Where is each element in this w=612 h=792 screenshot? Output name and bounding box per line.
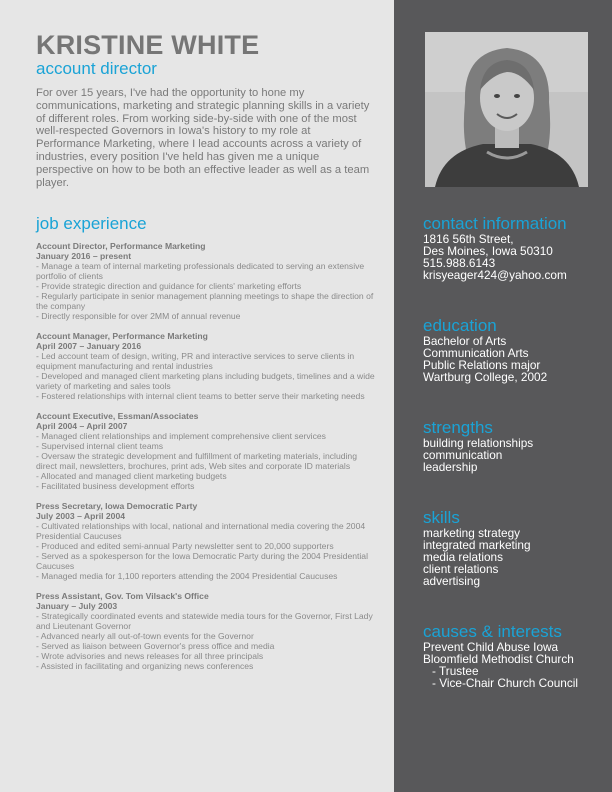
skill-item: client relations: [423, 562, 499, 576]
skills-heading: skills: [423, 508, 460, 527]
job-entry: [36, 591, 376, 671]
strength-item: building relationships: [423, 436, 534, 450]
job-bullet: - Managed media for 1,100 reporters attending the 2004 Presidential Caucuses: [36, 571, 338, 581]
job-dates: April 2004 – April 2007: [36, 421, 128, 431]
job-title: Account Manager, Performance Marketing: [36, 331, 208, 341]
job-bullet: - Oversaw the strategic development and fulfillment of marketing materials, including direct mail, newsletters, brochures, print ads, Web sites and corporate ID materials: [36, 451, 357, 471]
phone-line: 515.988.6143: [423, 256, 496, 270]
job-bullet: - Regularly participate in senior management planning meetings to shape the direction of the company: [36, 291, 374, 311]
job-bullet: - Directly responsible for over 2MM of annual revenue: [36, 311, 241, 321]
education-line: Communication Arts: [423, 346, 529, 360]
job-dates: January 2016 – present: [36, 251, 132, 261]
job-bullet: - Manage a team of internal marketing professionals dedicated to serving an extensive portfolio of clients: [36, 261, 365, 281]
job-bullet: - Supervised internal client teams: [36, 441, 164, 451]
causes-section: [423, 622, 608, 689]
email-line: krisyeager424@yahoo.com: [423, 268, 567, 282]
job-dates: July 2003 – April 2004: [36, 511, 126, 521]
education-heading: education: [423, 316, 497, 335]
city-line: Des Moines, Iowa 50310: [423, 244, 553, 258]
cause-sub-item: - Trustee: [432, 664, 479, 678]
job-bullet: - Produced and edited semi-annual Party newsletter sent to 20,000 supporters: [36, 541, 334, 551]
job-title: Press Secretary, Iowa Democratic Party: [36, 501, 198, 511]
strength-item: leadership: [423, 460, 478, 474]
job-title: Account Director, Performance Marketing: [36, 241, 206, 251]
summary: [36, 87, 376, 189]
job-bullet: - Advanced nearly all out-of-town events for the Governor: [36, 631, 254, 641]
contact-section: [423, 214, 608, 281]
education-line: Bachelor of Arts: [423, 334, 507, 348]
strength-item: communication: [423, 448, 503, 462]
summary-text: For over 15 years, I've had the opportunity to hone my communications, marketing and strategic planning skills in a variety of different roles. From working side-by-side with one of the most well-respected Governors in Iowa's history to my role at Performance Marketing, where I lead accounts across a variety of industries, every position I've held has given me a unique perspective on how to be both an effective leader as well as a team player.: [36, 87, 370, 189]
job-bullet: - Provide strategic direction and guidance for clients' marketing efforts: [36, 281, 302, 291]
strengths-heading: strengths: [423, 418, 493, 437]
job-entry: [36, 241, 376, 321]
strengths-section: [423, 418, 608, 473]
skill-item: media relations: [423, 550, 503, 564]
education-line: Wartburg College, 2002: [423, 370, 548, 384]
job-bullet: - Assisted in facilitating and organizing news conferences: [36, 661, 254, 671]
skill-item: advertising: [423, 574, 481, 588]
job-bullet: - Facilitated business development efforts: [36, 481, 195, 491]
cause-item: Bloomfield Methodist Church: [423, 652, 574, 666]
education-section: [423, 316, 608, 383]
job-bullet: - Strategically coordinated events and statewide media tours for the Governor, First Lady and Lieutenant Governor: [36, 611, 373, 631]
job-bullet: - Served as liaison between Governor's press office and media: [36, 641, 275, 651]
education-line: Public Relations major: [423, 358, 541, 372]
job-experience-heading: job experience: [36, 214, 147, 233]
skill-item: marketing strategy: [423, 526, 521, 540]
job-bullet: - Managed client relationships and implement comprehensive client services: [36, 431, 326, 441]
portrait-image: [425, 32, 588, 187]
candidate-name: KRISTINE WHITE: [36, 30, 260, 60]
job-entry: [36, 411, 376, 491]
cause-item: Prevent Child Abuse Iowa: [423, 640, 559, 654]
job-list: [36, 241, 376, 681]
job-title: Account Executive, Essman/Associates: [36, 411, 199, 421]
job-dates: January – July 2003: [36, 601, 118, 611]
job-entry: [36, 501, 376, 581]
causes-heading: causes & interests: [423, 622, 562, 641]
job-bullet: - Wrote advisories and news releases for all three principals: [36, 651, 264, 661]
job-bullet: - Developed and managed client marketing plans including budgets, timelines and a wide variety of marketing and sales tools: [36, 371, 375, 391]
candidate-title: account director: [36, 59, 157, 78]
skill-item: integrated marketing: [423, 538, 531, 552]
job-bullet: - Led account team of design, writing, PR and interactive services to serve clients in equipment manufacturing and rental industries: [36, 351, 355, 371]
job-bullet: - Allocated and managed client marketing budgets: [36, 471, 227, 481]
job-bullet: - Fostered relationships with internal client teams to better serve their marketing needs: [36, 391, 365, 401]
skills-section: [423, 508, 608, 587]
job-bullet: - Cultivated relationships with local, national and international media covering the 2004 Presidential Caucuses: [36, 521, 366, 541]
profile-photo: [425, 32, 588, 187]
cause-sub-item: - Vice-Chair Church Council: [432, 676, 578, 690]
job-dates: April 2007 – January 2016: [36, 341, 142, 351]
job-entry: [36, 331, 376, 401]
job-bullet: - Served as a spokesperson for the Iowa Democratic Party during the 2004 Presidential Caucuses: [36, 551, 368, 571]
address-line: 1816 56th Street,: [423, 232, 514, 246]
contact-heading: contact information: [423, 214, 567, 233]
job-title: Press Assistant, Gov. Tom Vilsack's Office: [36, 591, 209, 601]
